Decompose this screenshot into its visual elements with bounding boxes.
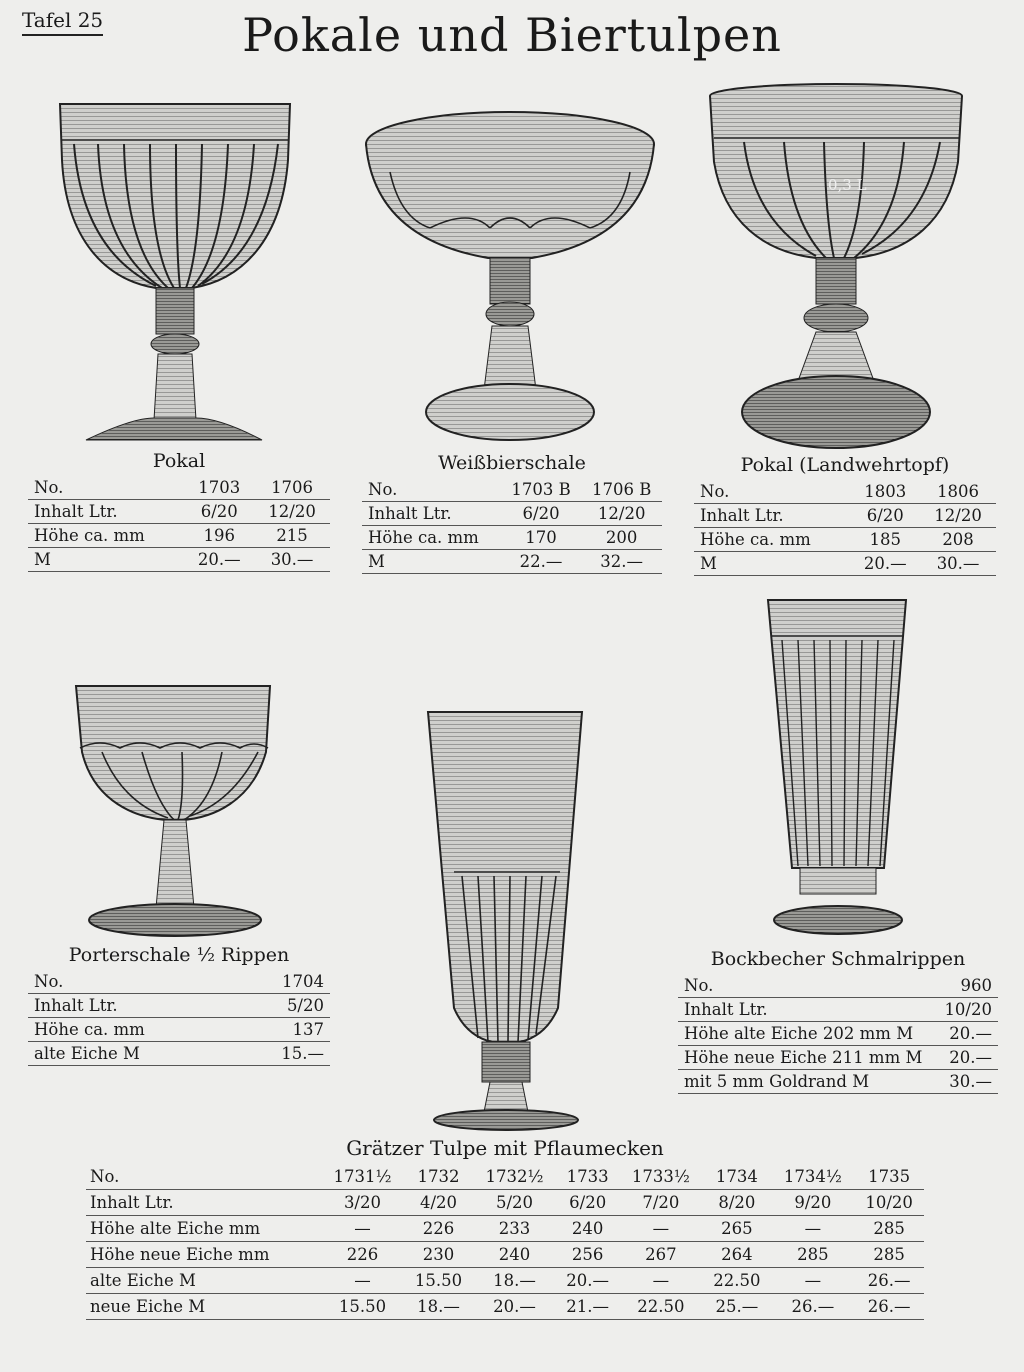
spec-row-label: No.	[28, 476, 184, 500]
spec-cell: 256	[556, 1242, 620, 1268]
spec-table	[28, 970, 330, 1066]
spec-row-label: Höhe neue Eiche 211 mm M	[678, 1046, 937, 1070]
spec-cell: 15.50	[321, 1294, 404, 1320]
spec-cell: 208	[920, 528, 996, 552]
spec-row-label: Höhe ca. mm	[28, 524, 184, 548]
spec-cell: 12/20	[581, 502, 662, 526]
spec-cell: 1733	[556, 1164, 620, 1190]
spec-cell: 3/20	[321, 1190, 404, 1216]
spec-cell: 20.—	[556, 1268, 620, 1294]
spec-cell: 30.—	[920, 552, 996, 576]
spec-title: Grätzer Tulpe mit Pflaumecken	[346, 1136, 664, 1160]
spec-cell: 26.—	[772, 1294, 855, 1320]
spec-cell: 9/20	[772, 1190, 855, 1216]
spec-row-label: Inhalt Ltr.	[28, 500, 184, 524]
spec-cell: 960	[937, 974, 999, 998]
spec-row	[678, 1070, 998, 1094]
spec-title: Bockbecher Schmalrippen	[710, 948, 966, 970]
spec-row-label: Höhe alte Eiche mm	[86, 1216, 321, 1242]
spec-cell: 285	[772, 1242, 855, 1268]
spec-row-label: Inhalt Ltr.	[678, 998, 937, 1022]
spec-cell: 1731½	[321, 1164, 404, 1190]
spec-cell: 6/20	[556, 1190, 620, 1216]
spec-cell: 1803	[850, 480, 920, 504]
spec-row-label: M	[362, 550, 501, 574]
spec-cell: 265	[702, 1216, 771, 1242]
spec-cell: 1733½	[620, 1164, 703, 1190]
spec-row-label: Inhalt Ltr.	[86, 1190, 321, 1216]
spec-row	[28, 970, 330, 994]
spec-cell: 285	[854, 1216, 924, 1242]
spec-row-label: mit 5 mm Goldrand M	[678, 1070, 937, 1094]
porterschale-glass-illustration	[72, 682, 276, 940]
spec-row-label: Höhe neue Eiche mm	[86, 1242, 321, 1268]
spec-cell: 21.—	[556, 1294, 620, 1320]
spec-cell: 137	[237, 1018, 330, 1042]
spec-cell: 185	[850, 528, 920, 552]
spec-cell: 1703	[184, 476, 254, 500]
spec-row	[362, 550, 662, 574]
glass-volume-mark: 0,3 L	[828, 176, 867, 194]
bockbecher-glass-illustration	[764, 596, 912, 940]
spec-title: Weißbierschale	[438, 452, 586, 474]
spec-row	[28, 500, 330, 524]
spec-cell: —	[772, 1216, 855, 1242]
spec-cell: 26.—	[854, 1294, 924, 1320]
spec-cell: 1734½	[772, 1164, 855, 1190]
plate-number: Tafel 25	[22, 8, 103, 36]
spec-cell: 264	[702, 1242, 771, 1268]
spec-row	[362, 502, 662, 526]
spec-row	[86, 1164, 924, 1190]
spec-cell: 22.50	[702, 1268, 771, 1294]
spec-row-label: Inhalt Ltr.	[362, 502, 501, 526]
spec-weissbierschale	[362, 452, 662, 574]
spec-row	[28, 1018, 330, 1042]
spec-row-label: No.	[694, 480, 850, 504]
spec-cell: 7/20	[620, 1190, 703, 1216]
spec-row-label: No.	[28, 970, 237, 994]
spec-table	[694, 480, 996, 576]
spec-title: Pokal	[152, 450, 206, 472]
spec-row-label: No.	[678, 974, 937, 998]
spec-row-label: Höhe ca. mm	[362, 526, 501, 550]
spec-row	[678, 1046, 998, 1070]
spec-cell: 1706 B	[581, 478, 662, 502]
landwehrtopf-glass-illustration	[704, 82, 968, 452]
spec-cell: —	[620, 1216, 703, 1242]
spec-landwehrtopf	[694, 454, 996, 576]
spec-cell: 226	[321, 1242, 404, 1268]
spec-cell: 20.—	[184, 548, 254, 572]
spec-porterschale	[28, 944, 330, 1066]
spec-cell: 5/20	[473, 1190, 556, 1216]
spec-cell: 240	[556, 1216, 620, 1242]
spec-cell: 1706	[254, 476, 330, 500]
spec-cell: 20.—	[473, 1294, 556, 1320]
spec-row	[694, 552, 996, 576]
spec-row	[694, 480, 996, 504]
spec-cell: —	[321, 1216, 404, 1242]
spec-cell: 285	[854, 1242, 924, 1268]
spec-cell: 240	[473, 1242, 556, 1268]
spec-cell: 6/20	[184, 500, 254, 524]
spec-row	[86, 1190, 924, 1216]
spec-cell: 22.—	[501, 550, 582, 574]
spec-row	[86, 1294, 924, 1320]
spec-cell: 1704	[237, 970, 330, 994]
spec-row-label: alte Eiche M	[28, 1042, 237, 1066]
spec-pokal	[28, 450, 330, 572]
spec-cell: 30.—	[254, 548, 330, 572]
spec-cell: 215	[254, 524, 330, 548]
spec-row-label: No.	[362, 478, 501, 502]
pokal-glass-illustration	[52, 100, 296, 450]
spec-row-label: Inhalt Ltr.	[28, 994, 237, 1018]
spec-cell: 20.—	[850, 552, 920, 576]
spec-cell: 1732	[404, 1164, 473, 1190]
spec-cell: 1735	[854, 1164, 924, 1190]
spec-table	[678, 974, 998, 1094]
spec-row-label: alte Eiche M	[86, 1268, 321, 1294]
spec-cell: 10/20	[937, 998, 999, 1022]
spec-row	[678, 1022, 998, 1046]
spec-cell: 6/20	[501, 502, 582, 526]
spec-row	[86, 1216, 924, 1242]
spec-cell: 267	[620, 1242, 703, 1268]
spec-row	[28, 994, 330, 1018]
spec-row	[362, 478, 662, 502]
spec-cell: 12/20	[254, 500, 330, 524]
spec-cell: 30.—	[937, 1070, 999, 1094]
spec-row	[86, 1268, 924, 1294]
spec-row	[694, 504, 996, 528]
spec-row-label: Höhe alte Eiche 202 mm M	[678, 1022, 937, 1046]
spec-row	[28, 548, 330, 572]
spec-row	[86, 1242, 924, 1268]
spec-row	[694, 528, 996, 552]
spec-cell: 1734	[702, 1164, 771, 1190]
spec-cell: 15.50	[404, 1268, 473, 1294]
spec-bockbecher	[678, 948, 998, 1094]
spec-row	[28, 524, 330, 548]
weissbierschale-glass-illustration	[360, 108, 660, 448]
spec-table	[362, 478, 662, 574]
spec-cell: 25.—	[702, 1294, 771, 1320]
spec-cell: 22.50	[620, 1294, 703, 1320]
spec-cell: 230	[404, 1242, 473, 1268]
spec-row-label: No.	[86, 1164, 321, 1190]
spec-table	[28, 476, 330, 572]
spec-row-label: M	[694, 552, 850, 576]
spec-row	[28, 1042, 330, 1066]
spec-row-label: Inhalt Ltr.	[694, 504, 850, 528]
spec-row	[678, 998, 998, 1022]
spec-cell: 20.—	[937, 1046, 999, 1070]
spec-row	[362, 526, 662, 550]
spec-cell: —	[321, 1268, 404, 1294]
spec-cell: 1732½	[473, 1164, 556, 1190]
spec-cell: 1806	[920, 480, 996, 504]
spec-cell: 8/20	[702, 1190, 771, 1216]
spec-cell: 18.—	[404, 1294, 473, 1320]
spec-cell: 12/20	[920, 504, 996, 528]
spec-cell: 226	[404, 1216, 473, 1242]
spec-row-label: Höhe ca. mm	[28, 1018, 237, 1042]
spec-row-label: neue Eiche M	[86, 1294, 321, 1320]
spec-row-label: M	[28, 548, 184, 572]
spec-title: Pokal (Landwehrtopf)	[740, 454, 950, 476]
spec-cell: 26.—	[854, 1268, 924, 1294]
spec-row	[28, 476, 330, 500]
spec-cell: 200	[581, 526, 662, 550]
page-title: Pokale und Biertulpen	[242, 8, 782, 62]
spec-cell: 6/20	[850, 504, 920, 528]
spec-cell: 233	[473, 1216, 556, 1242]
spec-cell: 5/20	[237, 994, 330, 1018]
spec-title: Porterschale ½ Rippen	[68, 944, 290, 966]
spec-table	[86, 1164, 924, 1320]
spec-cell: 170	[501, 526, 582, 550]
spec-cell: 18.—	[473, 1268, 556, 1294]
spec-cell: 20.—	[937, 1022, 999, 1046]
spec-graetzer-tulpe	[86, 1136, 924, 1320]
spec-cell: 15.—	[237, 1042, 330, 1066]
spec-cell: —	[772, 1268, 855, 1294]
spec-cell: 4/20	[404, 1190, 473, 1216]
graetzer-tulpe-glass-illustration	[424, 708, 588, 1132]
spec-row	[678, 974, 998, 998]
spec-cell: —	[620, 1268, 703, 1294]
spec-cell: 32.—	[581, 550, 662, 574]
spec-row-label: Höhe ca. mm	[694, 528, 850, 552]
spec-cell: 1703 B	[501, 478, 582, 502]
spec-cell: 10/20	[854, 1190, 924, 1216]
spec-cell: 196	[184, 524, 254, 548]
